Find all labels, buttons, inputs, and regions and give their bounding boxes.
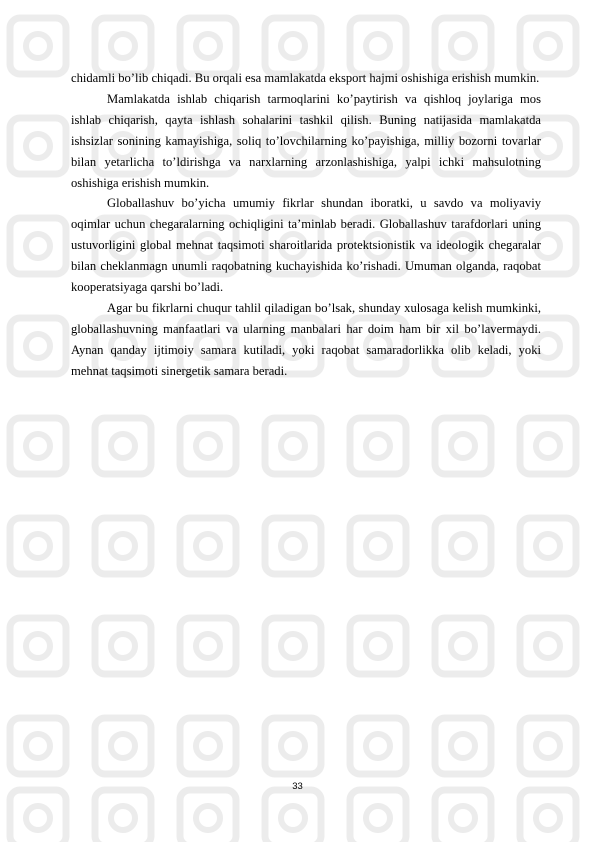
watermark-logo-icon <box>10 718 66 774</box>
watermark-logo-icon <box>10 518 66 574</box>
watermark-logo-icon <box>95 618 151 674</box>
watermark-logo-icon <box>520 618 576 674</box>
watermark-logo-icon <box>350 418 406 474</box>
watermark-logo-icon <box>350 518 406 574</box>
watermark-logo-icon <box>520 418 576 474</box>
watermark-logo-icon <box>265 18 321 74</box>
watermark-logo-icon <box>180 718 236 774</box>
watermark-logo-icon <box>435 418 491 474</box>
watermark-logo-icon <box>265 718 321 774</box>
watermark-logo-icon <box>10 18 66 74</box>
page-number: 33 <box>292 781 303 792</box>
watermark-logo-icon <box>265 618 321 674</box>
watermark-logo-icon <box>265 518 321 574</box>
watermark-logo-icon <box>180 418 236 474</box>
watermark-logo-icon <box>520 790 576 842</box>
watermark-logo-icon <box>180 518 236 574</box>
paragraph-3: Globallashuv bo’yicha umumiy fikrlar shundan iboratki, u savdo va moliyaviy oqimlar uchun chegaralarning ochiqligini ta’minlab beradi. Globallashuv tarafdorlari uning ustuvorligini global mehnat taqsimoti sharoitlarida protektsionistik va ideologik chegaralar bilan cheklanmagn unumli raqobatning kuchayishida ko’rishadi. Umuman olganda, raqobat kooperatsiyaga qarshi bo’ladi. <box>71 196 541 295</box>
watermark-logo-icon <box>10 318 66 374</box>
watermark-logo-icon <box>520 18 576 74</box>
watermark-logo-icon <box>180 790 236 842</box>
watermark-logo-icon <box>10 118 66 174</box>
watermark-logo-icon <box>10 618 66 674</box>
watermark-logo-icon <box>10 218 66 274</box>
watermark-logo-icon <box>435 790 491 842</box>
watermark-logo-icon <box>350 18 406 74</box>
watermark-logo-icon <box>520 518 576 574</box>
watermark-logo-icon <box>520 718 576 774</box>
watermark-logo-icon <box>95 18 151 74</box>
paragraph-4: Agar bu fikrlarni chuqur tahlil qiladigan bo’lsak, shunday xulosaga kelish mumkinki, globallashuvning manfaatlari va ularning manbalari har doim ham bir xil bo’lavermaydi. Aynan qanday ijtimoiy samara kutiladi, yoki raqobat samaradorlikka olib keladi, yoki mehnat taqsimoti sinergetik samara beradi. <box>71 300 541 378</box>
watermark-logo-icon <box>350 790 406 842</box>
watermark-logo-icon <box>95 518 151 574</box>
paragraph-2: Mamlakatda ishlab chiqarish tarmoqlarini ko’paytirish va qishloq joylariga mos ishlab chiqarish, qayta ishlash sohalarini tashkil qilish. Buning natijasida mamlakatda ishsizlar sonining kamayishiga, soliq to’lovchilarning ko’payishiga, milliy bozorni tovarlar bilan yetarlicha to’ldirishga va narxlarning arzonlashishiga, yalpi ichki mahsulotning oshishiga erishish mumkin. <box>71 91 541 190</box>
document-body <box>71 68 541 382</box>
watermark-logo-icon <box>95 718 151 774</box>
watermark-logo-icon <box>95 418 151 474</box>
watermark-logo-icon <box>435 718 491 774</box>
watermark-logo-icon <box>435 518 491 574</box>
watermark-logo-icon <box>435 618 491 674</box>
watermark-logo-icon <box>180 618 236 674</box>
paragraph-1: chidamli bo’lib chiqadi. Bu orqali esa mamlakatda eksport hajmi oshishiga erishish mumkin. <box>71 71 540 85</box>
watermark-logo-icon <box>10 418 66 474</box>
watermark-logo-icon <box>265 418 321 474</box>
watermark-logo-icon <box>180 18 236 74</box>
watermark-logo-icon <box>350 718 406 774</box>
watermark-logo-icon <box>10 790 66 842</box>
watermark-logo-icon <box>350 618 406 674</box>
watermark-logo-icon <box>435 18 491 74</box>
watermark-logo-icon <box>95 790 151 842</box>
watermark-logo-icon <box>265 790 321 842</box>
